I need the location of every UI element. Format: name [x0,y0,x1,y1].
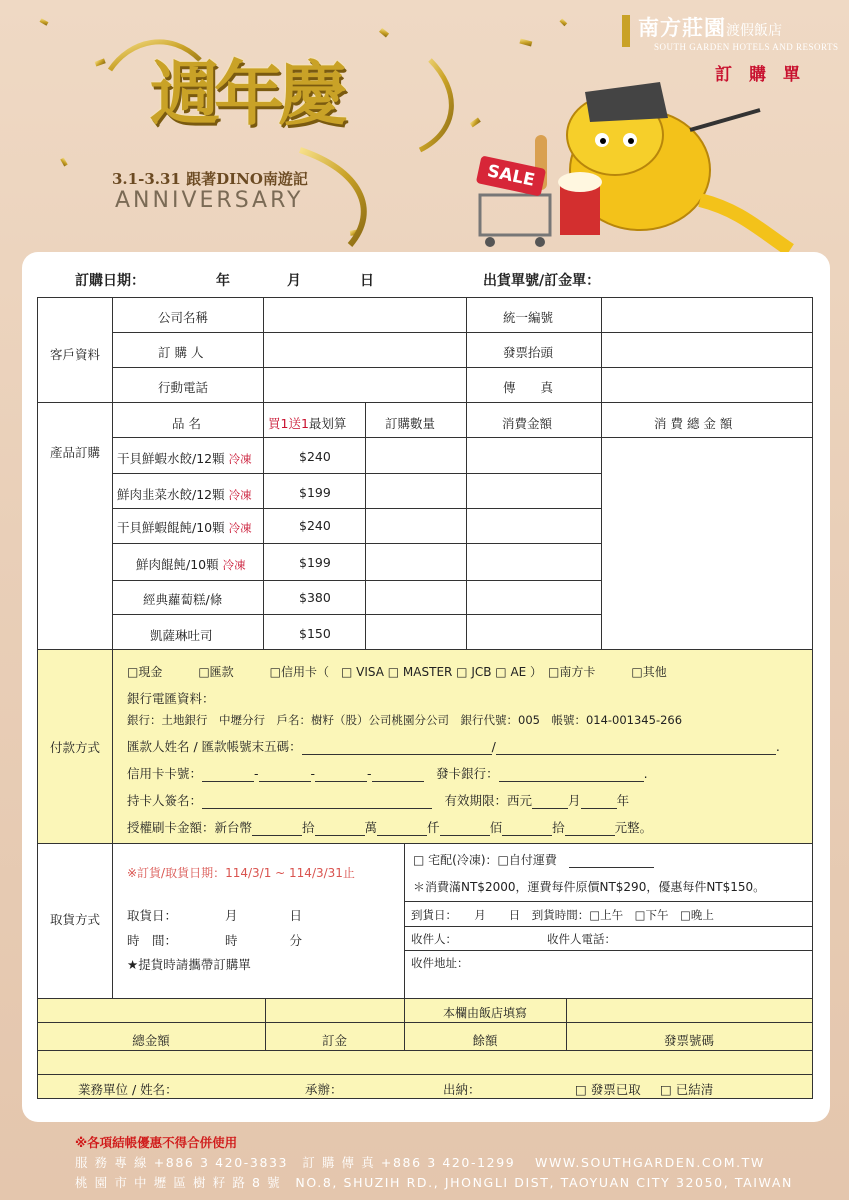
pickup-period: ※訂貨/取貨日期：114/3/1 ~ 114/3/31止 [127,866,355,880]
receiver-address-label: 收件地址： [411,956,469,970]
invoice-collected-checkbox[interactable]: □ 發票已取 [575,1082,641,1097]
promo-header [268,414,346,432]
bank-transfer-label: 銀行電匯資料： [127,691,215,706]
brand-logo-mark [622,15,630,47]
quantity-field[interactable] [366,615,465,648]
credit-card-line[interactable]: 信用卡卡號： - - - 發卡銀行： . [127,766,648,781]
company-name-field[interactable] [264,298,465,331]
quantity-field[interactable] [366,544,465,579]
balance-label: 餘額 [472,1033,498,1048]
promo-title: 週年慶 [150,52,342,135]
brand-name: 南方莊園渡假飯店 [638,15,782,40]
sale-tag: SALE [476,155,546,196]
quantity-field[interactable] [366,509,465,542]
home-delivery-option[interactable]: □ 宅配(冷凍)：□自付運費 [413,851,654,868]
quantity-field[interactable] [366,581,465,613]
product-row: 鮮肉餛飩/10顆 冷凍 [136,557,246,572]
fax-field[interactable] [602,368,811,401]
shipping-fee-note: ＊消費滿NT$2000，運費每件原價NT$290，優惠每件NT$150。 [413,880,766,894]
authorized-amount-line[interactable]: 授權刷卡金額：新台幣 拾 萬 仟 佰 拾 元整。 [127,820,653,835]
discount-notice: ※各項結帳優惠不得合併使用 [75,1135,238,1150]
pickup-date-line[interactable]: 取貨日： 月 日 [127,908,303,923]
product-row: 鮮肉韭菜水餃/12顆 冷凍 [117,487,252,502]
receiver-label: 收件人： [411,932,457,946]
promo-header-rest: 最划算 [308,416,347,431]
shipment-number-label: 出貨單號/訂金單： [483,273,601,289]
remitter-line[interactable]: 匯款人姓名 / 匯款帳號末五碼： / . [127,739,780,754]
products-section-label: 產品訂購 [50,445,101,460]
brand-name-en: SOUTH GARDEN HOTELS AND RESORTS [654,42,839,52]
order-date-label: 訂購日期： [75,273,145,289]
receiver-phone-label: 收件人電話： [547,932,616,946]
tax-id-field[interactable] [602,298,811,331]
product-row: 經典蘿蔔糕/條 [143,592,223,607]
product-row: 干貝鮮蝦餛飩/10顆 冷凍 [117,520,252,535]
promo-header-highlight: 買1送1 [268,416,309,431]
promo-dates-line [112,168,308,189]
quantity-header: 訂購數量 [385,416,436,431]
quantity-field[interactable] [366,438,465,472]
quantity-field[interactable] [366,474,465,507]
product-price: $240 [299,518,331,533]
total-amount-label: 總金額 [132,1033,170,1048]
total-amount-header: 消 費 總 金 額 [654,416,733,431]
product-name-header: 品 名 [172,416,201,431]
product-price: $199 [299,485,331,500]
product-price: $380 [299,590,331,605]
pickup-time-line[interactable]: 時 間： 時 分 [127,933,303,948]
product-row: 凱薩琳吐司 [150,628,213,643]
mobile-field[interactable] [264,368,465,401]
invoice-title-field[interactable] [602,333,811,366]
invoice-title-label: 發票抬頭 [503,345,554,360]
product-price: $150 [299,626,331,641]
product-row: 干貝鮮蝦水餃/12顆 冷凍 [117,451,252,466]
buyer-label: 訂 購 人 [158,345,204,360]
cardholder-signature-line[interactable]: 持卡人簽名： 有效期限：西元 月 年 [127,793,630,808]
order-date-day: 日 [360,273,374,289]
bank-info: 銀行：土地銀行 中壢分行 戶名：樹籽（股）公司桃園分公司 銀行代號：005 帳號：014-001345-266 [127,713,683,727]
invoice-number-label: 發票號碼 [663,1033,714,1048]
promo-tagline: 跟著DINO南遊記 [186,170,308,188]
fax-label: 傳 真 [503,380,554,395]
cashier-label: 出納： [443,1082,481,1097]
deposit-label: 訂金 [321,1033,347,1048]
promo-banner [0,0,849,255]
payment-section-label: 付款方式 [50,740,101,755]
payment-methods[interactable]: □現金 □匯款 □信用卡（ □ VISA □ MASTER □ JCB □ AE ） □南方卡 □其他 [127,665,667,679]
sales-unit-label: 業務單位 / 姓名： [78,1082,178,1097]
address-line: 桃 園 市 中 壢 區 樹 籽 路 8 號 NO.8, SHUZIH RD., JHONGLI DIST, TAOYUAN CITY 32050, TAIWAN [75,1175,793,1190]
pickup-note: ★提貨時請攜帶訂購單 [127,957,251,972]
hotel-use-title: 本欄由飯店填寫 [442,1006,527,1020]
dino-mascot-illustration [567,82,790,250]
customer-section-label: 客戶資料 [50,347,101,362]
tax-id-label: 統一編號 [503,310,554,325]
pickup-section-label: 取貨方式 [50,912,101,927]
settled-checkbox[interactable]: □ 已結清 [660,1082,714,1097]
product-price: $240 [299,449,331,464]
arrival-date-time-line[interactable]: 到貨日： 月 日 到貨時間：□上午 □下午 □晚上 [411,908,714,922]
promo-dates: 3.1-3.31 [112,170,181,188]
anniversary-text: ANNIVERSARY [115,188,304,213]
total-amount-field[interactable] [602,438,811,648]
mobile-label: 行動電話 [158,380,209,395]
handler-label: 承辦： [305,1082,343,1097]
buyer-field[interactable] [264,333,465,366]
company-name-label: 公司名稱 [158,310,209,325]
product-price: $199 [299,555,331,570]
order-date-year: 年 [216,273,230,289]
amount-header: 消費金額 [502,416,553,431]
contact-line: 服 務 專 線 +886 3 420-3833 訂 購 傳 真 +886 3 420-1299 WWW.SOUTHGARDEN.COM.TW [75,1155,765,1170]
form-title: 訂 購 單 [715,65,800,85]
order-date-month: 月 [287,273,301,289]
